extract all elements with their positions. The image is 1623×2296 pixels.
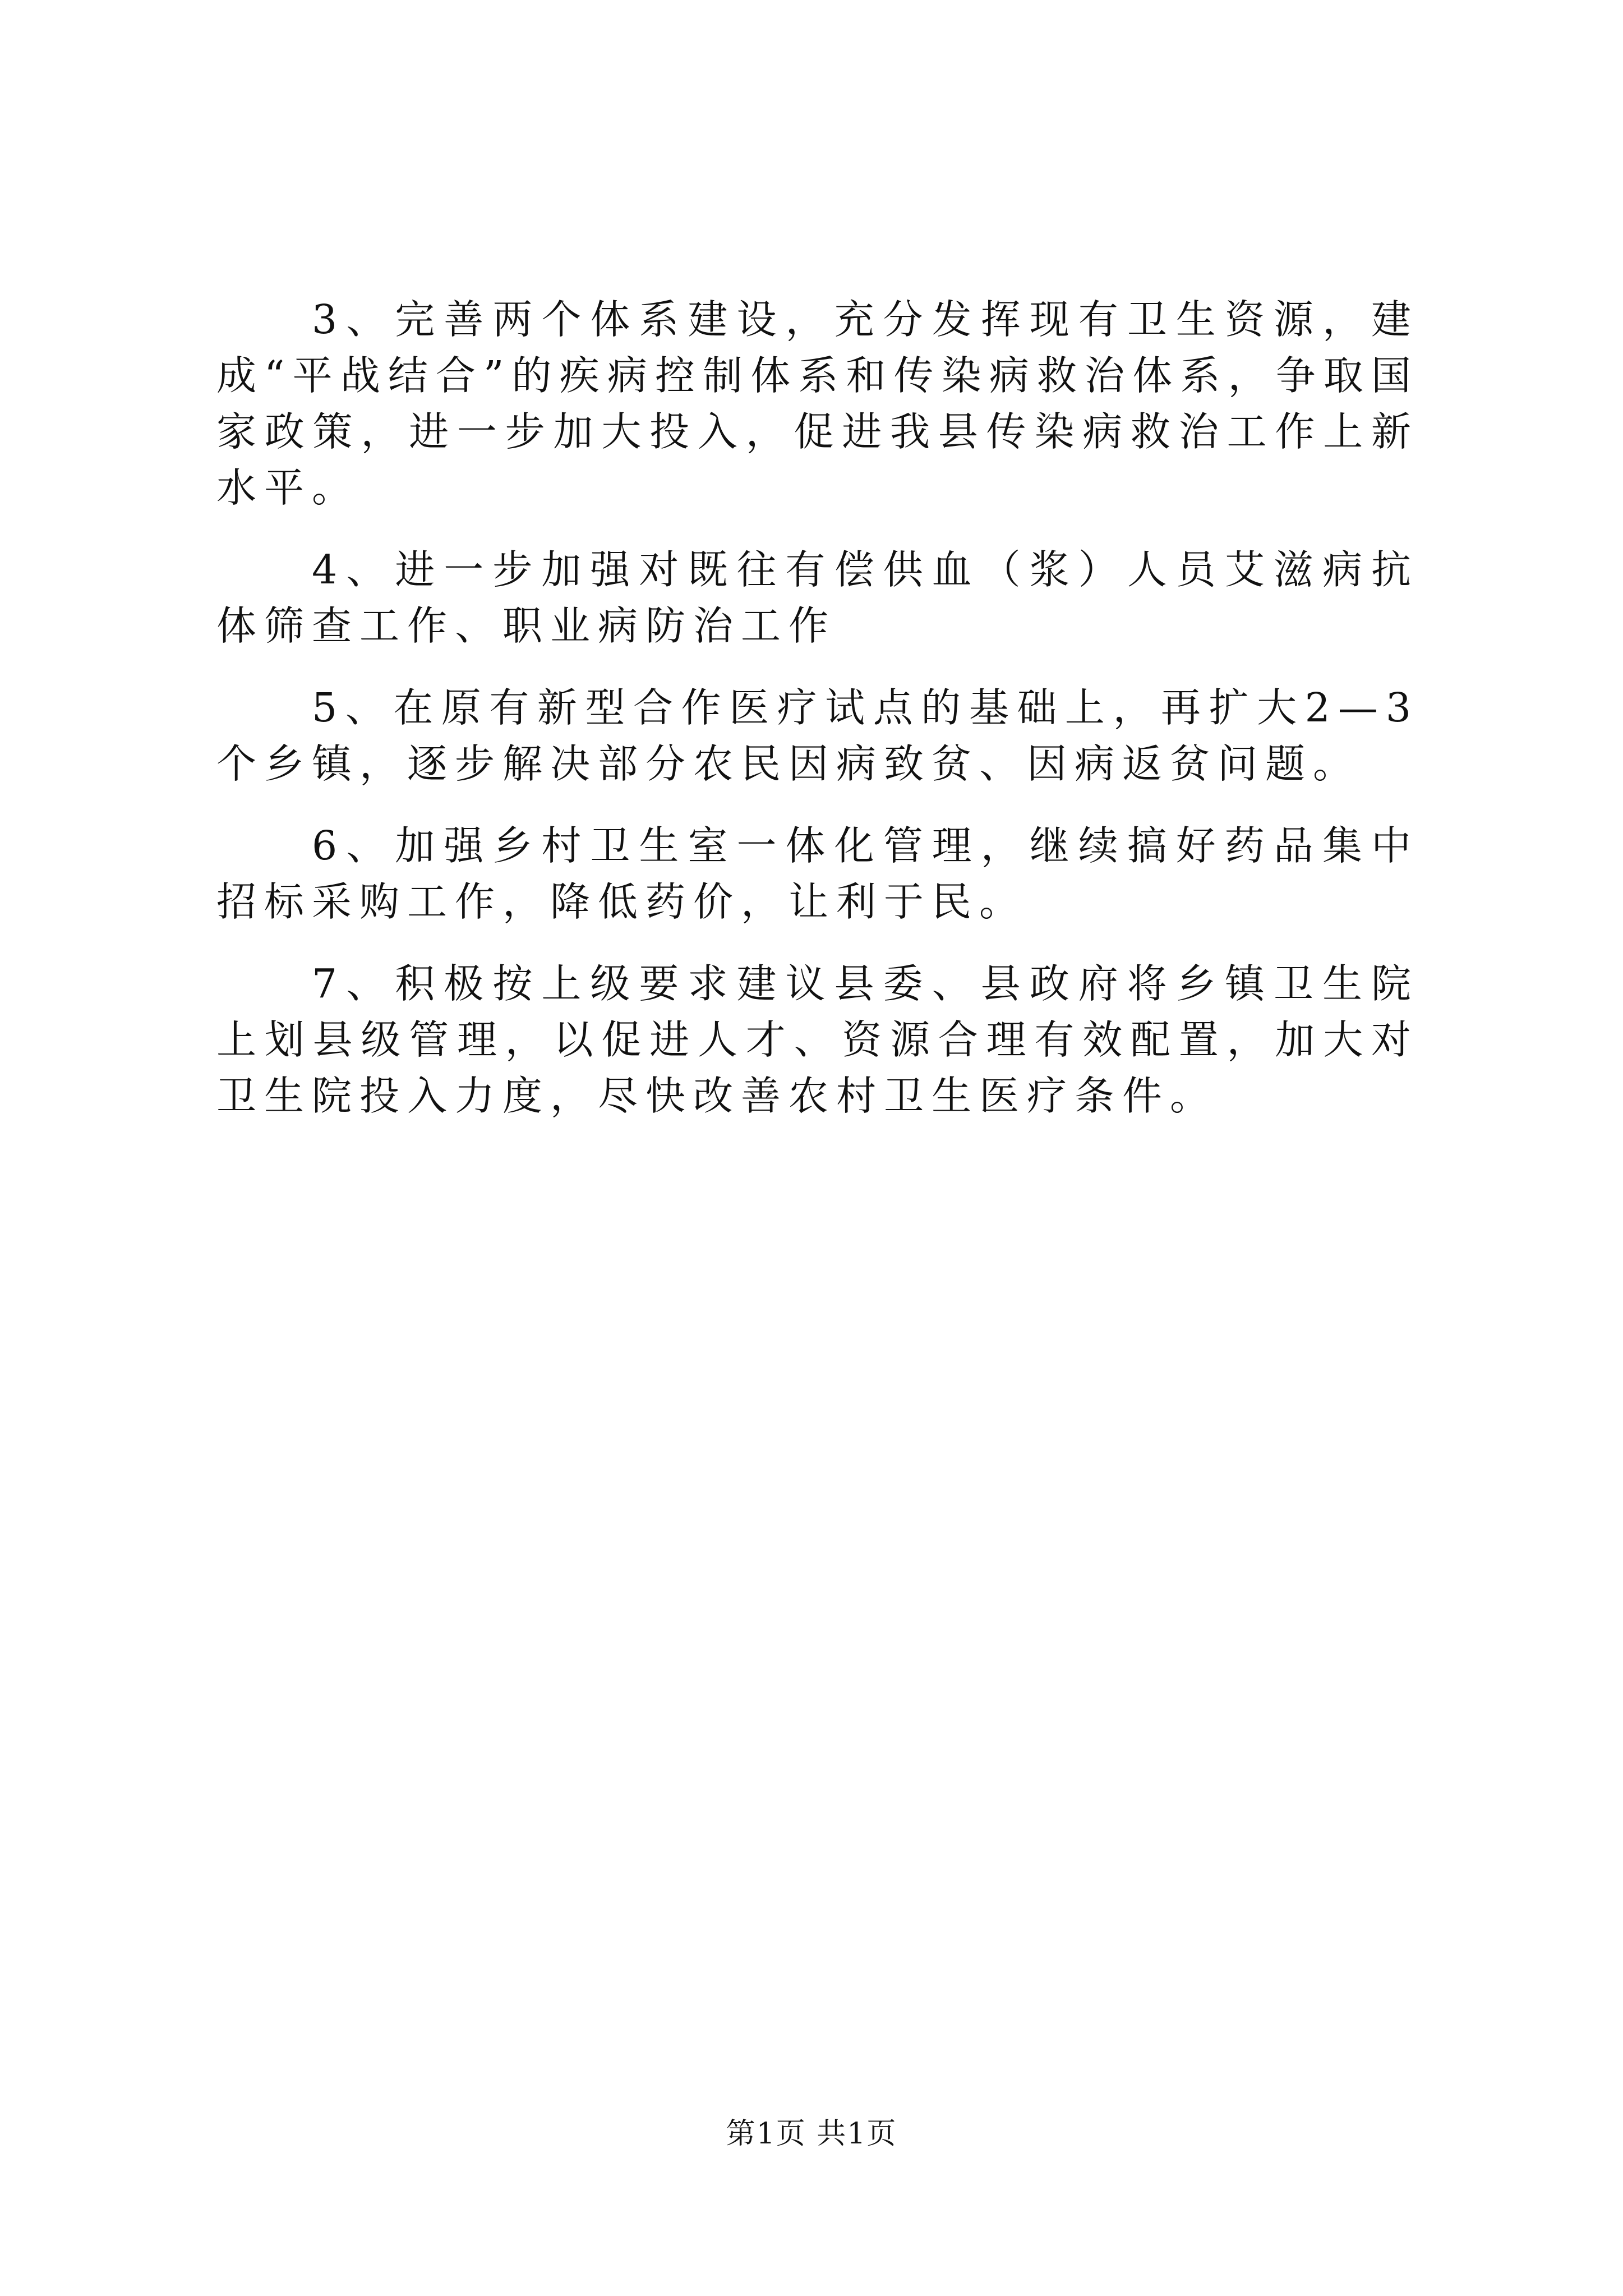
paragraph-item-3: 3、完善两个体系建设，充分发挥现有卫生资源，建成“平战结合”的疾病控制体系和传染病救治体系，争取国家政策，进一步加大投入，促进我县传染病救治工作上新水平。 <box>216 296 1419 511</box>
paragraph-item-5: 5、在原有新型合作医疗试点的基础上，再扩大2—3个乡镇，逐步解决部分农民因病致贫、因病返贫问题。 <box>216 684 1419 787</box>
document-body <box>216 292 1419 1150</box>
paragraph-item-4: 4、进一步加强对既往有偿供血（浆）人员艾滋病抗体筛查工作、职业病防治工作 <box>216 546 1419 649</box>
paragraph-item-6: 6、加强乡村卫生室一体化管理，继续搞好药品集中招标采购工作，降低药价，让利于民。 <box>216 822 1419 925</box>
page-footer: 第1页 共1页 <box>726 2117 897 2151</box>
paragraph-item-7: 7、积极按上级要求建议县委、县政府将乡镇卫生院上划县级管理，以促进人才、资源合理有效配置，加大对卫生院投入力度，尽快改善农村卫生医疗条件。 <box>216 960 1419 1119</box>
